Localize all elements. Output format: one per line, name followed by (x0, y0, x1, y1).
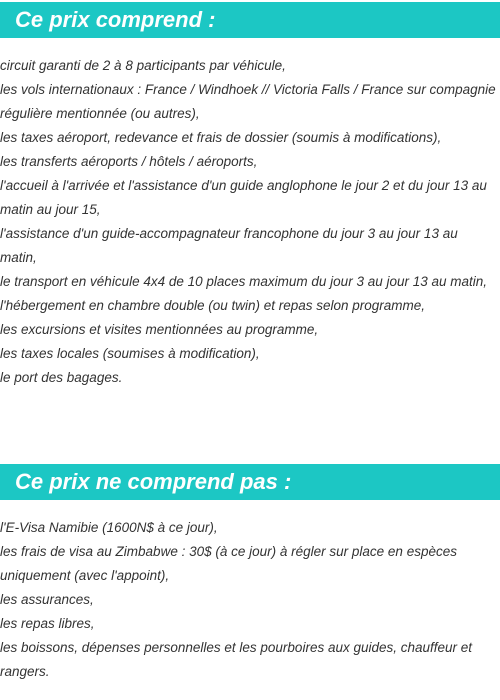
list-item: le port des bagages. (0, 370, 123, 385)
list-item: les taxes locales (soumises à modification), (0, 346, 260, 361)
list-item: l'accueil à l'arrivée et l'assistance d'un guide anglophone le jour 2 et du jour 13 au matin au jour 15, (0, 178, 487, 217)
list-item: le transport en véhicule 4x4 de 10 places maximum du jour 3 au jour 13 au matin, (0, 274, 488, 289)
includes-section-title: Ce prix comprend : (0, 2, 500, 38)
list-item: l'E-Visa Namibie (1600N$ à ce jour), (0, 520, 218, 535)
excludes-list (0, 516, 496, 684)
list-item: les excursions et visites mentionnées au programme, (0, 322, 319, 337)
list-item: les vols internationaux : France / Windhoek // Victoria Falls / France sur compagnie régulière mentionnée (ou autres), (0, 82, 496, 121)
list-item: l'hébergement en chambre double (ou twin) et repas selon programme, (0, 298, 426, 313)
excludes-section-title: Ce prix ne comprend pas : (0, 464, 500, 500)
list-item: les taxes aéroport, redevance et frais de dossier (soumis à modifications), (0, 130, 442, 145)
list-item: les frais de visa au Zimbabwe : 30$ (à ce jour) à régler sur place en espèces uniquement (avec l'appoint), (0, 544, 457, 583)
list-item: l'assistance d'un guide-accompagnateur francophone du jour 3 au jour 13 au matin, (0, 226, 458, 265)
list-item: les transferts aéroports / hôtels / aéroports, (0, 154, 258, 169)
includes-list (0, 54, 496, 390)
list-item: les assurances, (0, 592, 94, 607)
list-item: circuit garanti de 2 à 8 participants par véhicule, (0, 58, 286, 73)
list-item: les repas libres, (0, 616, 95, 631)
list-item: les boissons, dépenses personnelles et les pourboires aux guides, chauffeur et rangers. (0, 640, 473, 679)
